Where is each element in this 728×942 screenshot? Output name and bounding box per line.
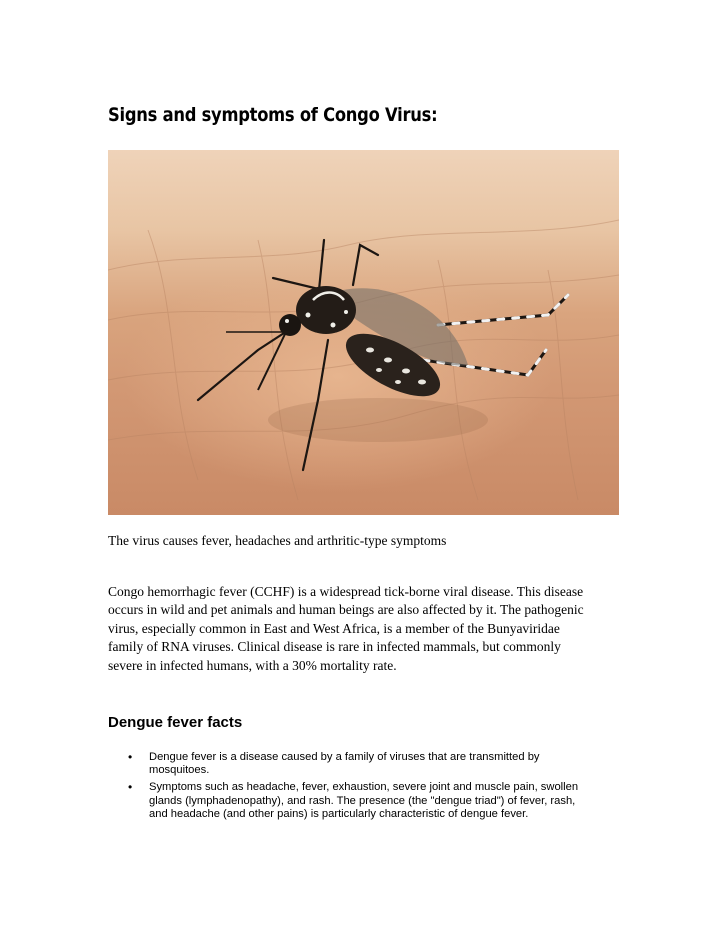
list-item-line: mosquitoes. (149, 764, 210, 777)
bullet-list (108, 751, 608, 825)
paragraph-line: severe in infected humans, with a 30% mortality rate. (108, 657, 397, 673)
list-item-line: glands (lymphadenopathy), and rash. The presence (the "dengue triad") of fever, rash, (149, 794, 576, 807)
list-item-line: Symptoms such as headache, fever, exhaustion, severe joint and muscle pain, swollen (149, 781, 579, 794)
paragraph-line: family of RNA viruses. Clinical disease is rare in infected mammals, but commonly (108, 639, 561, 655)
list-item-line: Dengue fever is a disease caused by a family of viruses that are transmitted by (149, 751, 540, 763)
list-item (108, 751, 608, 777)
bullet-icon: • (128, 780, 133, 795)
body-paragraph (108, 583, 623, 675)
mosquito-photo (108, 150, 619, 515)
list-item (108, 781, 608, 821)
list-item-line: and headache (and other pains) is particularly characteristic of dengue fever. (149, 807, 529, 820)
paragraph-line: occurs in wild and pet animals and human beings are also affected by it. The pathogenic (108, 602, 584, 618)
page-title: Signs and symptoms of Congo Virus: (108, 104, 438, 126)
bullet-icon: • (128, 750, 133, 764)
paragraph-line: virus, especially common in East and West Africa, is a member of the Bunyaviridae (108, 620, 560, 636)
image-caption: The virus causes fever, headaches and arthritic-type symptoms (108, 533, 447, 548)
mosquito-illustration (108, 150, 619, 515)
section-heading: Dengue fever facts (108, 714, 243, 731)
paragraph-line: Congo hemorrhagic fever (CCHF) is a widespread tick-borne viral disease. This disease (108, 584, 584, 599)
